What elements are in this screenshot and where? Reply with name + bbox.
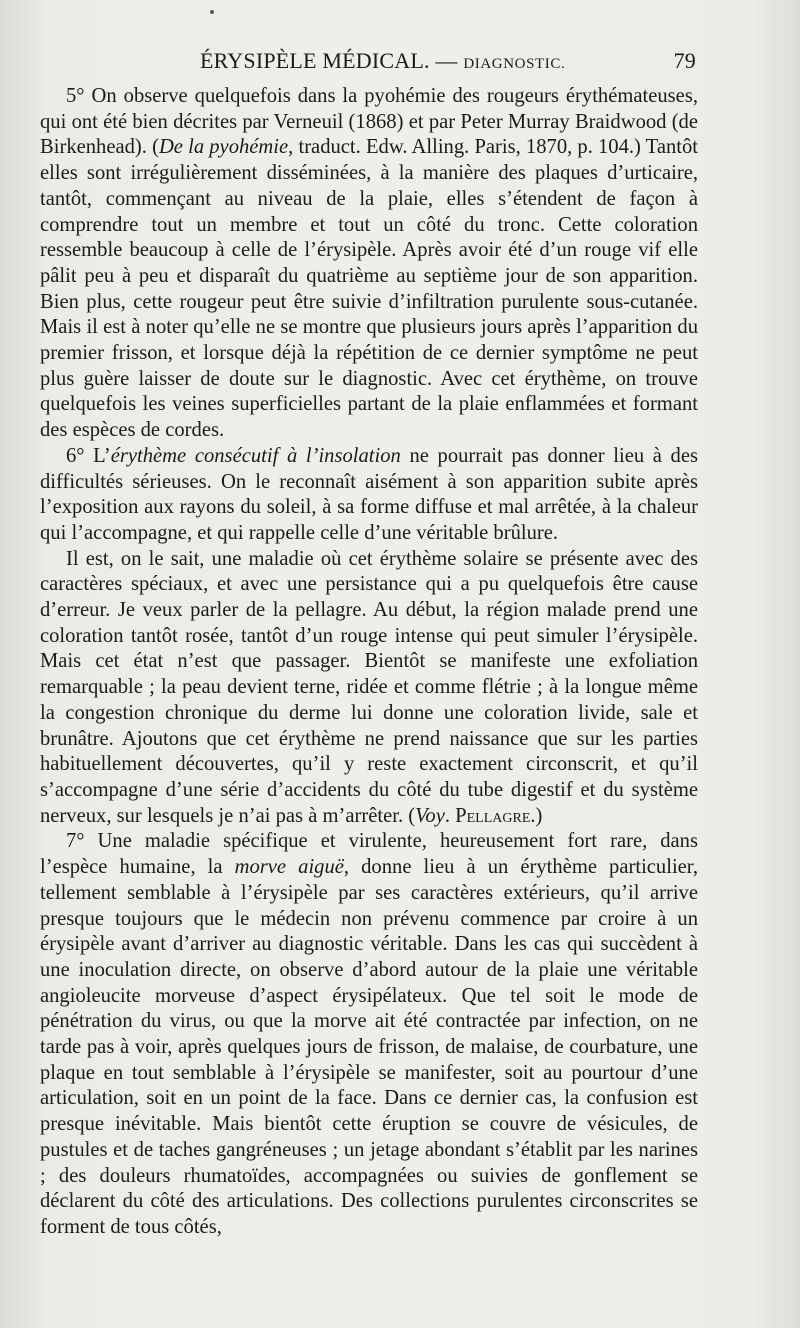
italic-text: De la pyohémie — [158, 136, 289, 159]
paragraph-6 — [40, 444, 698, 547]
italic-text: morve aiguë — [234, 856, 344, 879]
text-run: .) — [530, 804, 543, 827]
italic-text: Voy — [415, 804, 445, 827]
small-caps-text: Pellagre — [455, 804, 531, 827]
print-speck — [210, 10, 214, 14]
text-run: 6° L’ — [66, 444, 111, 467]
running-head — [200, 48, 565, 74]
body-text — [40, 84, 698, 1241]
running-title: ÉRYSIPÈLE MÉDICAL. — — [200, 48, 464, 73]
italic-text: érythème consécutif à l’insolation — [110, 444, 401, 467]
text-run: 5° On observe quelquefois dans la pyohémie des rougeurs érythémateuses, qui ont été bien décrites par Verneuil (1868) et par Peter Murray Braidwood (de Birkenhead). ( — [40, 85, 698, 159]
paragraph-7 — [40, 829, 698, 1240]
text-run: 7° Une maladie spécifique et virulente, heureusement fort rare, dans l’espèce humaine, la — [40, 830, 698, 879]
text-run: , donne lieu à un érythème particulier, tellement semblable à l’érysipèle par ses caractères extérieurs, qu’il arrive presque toujours que le médecin non prévenu commence par croire à un érysipèle avant d’arriver au diagnostic véritable. Dans les cas qui succèdent à une inoculation directe, on observe d’abord autour de la plaie une véritable angioleucite morveuse d’aspect érysipélateux. Que tel soit le mode de pénétration du virus, ou que la morve ait été contractée par infection, on ne tarde pas à voir, après quelques jours de frisson, de malaise, de courbature, une plaque en tout semblable à l’érysipèle se manifester, soit au pourtour d’une articulation, soit en un point de la face. Dans ce dernier cas, la confusion est presque inévitable. Mais bientôt cette éruption se couvre de vésicules, de pustules et de taches gangréneuses ; un jetage abondant s’établit par les narines ; des douleurs rhumatoïdes, accompagnées ou suivies de gonflement se déclarent du côté des articulations. Des collections purulentes circonscrites se forment de tous côtés, — [40, 856, 698, 1238]
text-run: , traduct. Edw. Alling. Paris, 1870, p. 104.) Tantôt elles sont irrégulièrement disséminées, à la manière des plaques d’urticaire, tantôt, commençant au niveau de la plaie, elles s’étendent de façon à comprendre tout un membre et tout un côté du tronc. Cette coloration ressemble beaucoup à celle de l’érysipèle. Après avoir été d’un rouge vif elle pâlit peu à peu et disparaît du quatrième au septième jour de son apparition. Bien plus, cette rougeur peut être suivie d’infiltration purulente sous-cutanée. Mais il est à noter qu’elle ne se montre que plusieurs jours après l’apparition du premier frisson, et lorsque déjà la répétition de ce dernier symptôme ne peut plus guère laisser de doute sur le diagnostic. Avec cet érythème, on trouve quelquefois les veines superficielles partant de la plaie enflammées et formant des espèces de cordes. — [40, 136, 698, 442]
text-run: Il est, on le sait, une maladie où cet érythème solaire se présente avec des caractères spéciaux, et avec une persistance qui a pu quelquefois être cause d’erreur. Je veux parler de la pellagre. Au début, la région malade prend une coloration tantôt rosée, tantôt d’un rouge intense qui peut simuler l’érysipèle. Mais cet état n’est que passager. Bientôt se manifeste une exfoliation remarquable ; la peau devient terne, ridée et comme flétrie ; à la longue même la congestion chronique du derme lui donne une coloration livide, sale et brunâtre. Ajoutons que cet érythème ne prend naissance que sur les parties habituellement découvertes, qu’il y reste exactement circonscrit, et qu’il s’accompagne d’une série d’accidents du côté du tube digestif et du système nerveux, sur lesquels je n’ai pas à m’arrêter. ( — [40, 547, 698, 827]
page-number: 79 — [673, 48, 696, 73]
text-run: . — [444, 804, 456, 827]
paragraph-6-continued — [40, 547, 698, 830]
page-header — [40, 44, 696, 78]
running-subtitle: DIAGNOSTIC. — [463, 56, 566, 72]
paragraph-5 — [40, 84, 698, 444]
text-run: ne pourrait pas donner lieu à des difficultés sérieuses. On le reconnaît aisément à son apparition subite après l’exposition aux rayons du soleil, à sa forme diffuse et mal arrêtée, à la chaleur qui l’accompagne, et qui rappelle celle d’une véritable brûlure. — [40, 444, 699, 544]
